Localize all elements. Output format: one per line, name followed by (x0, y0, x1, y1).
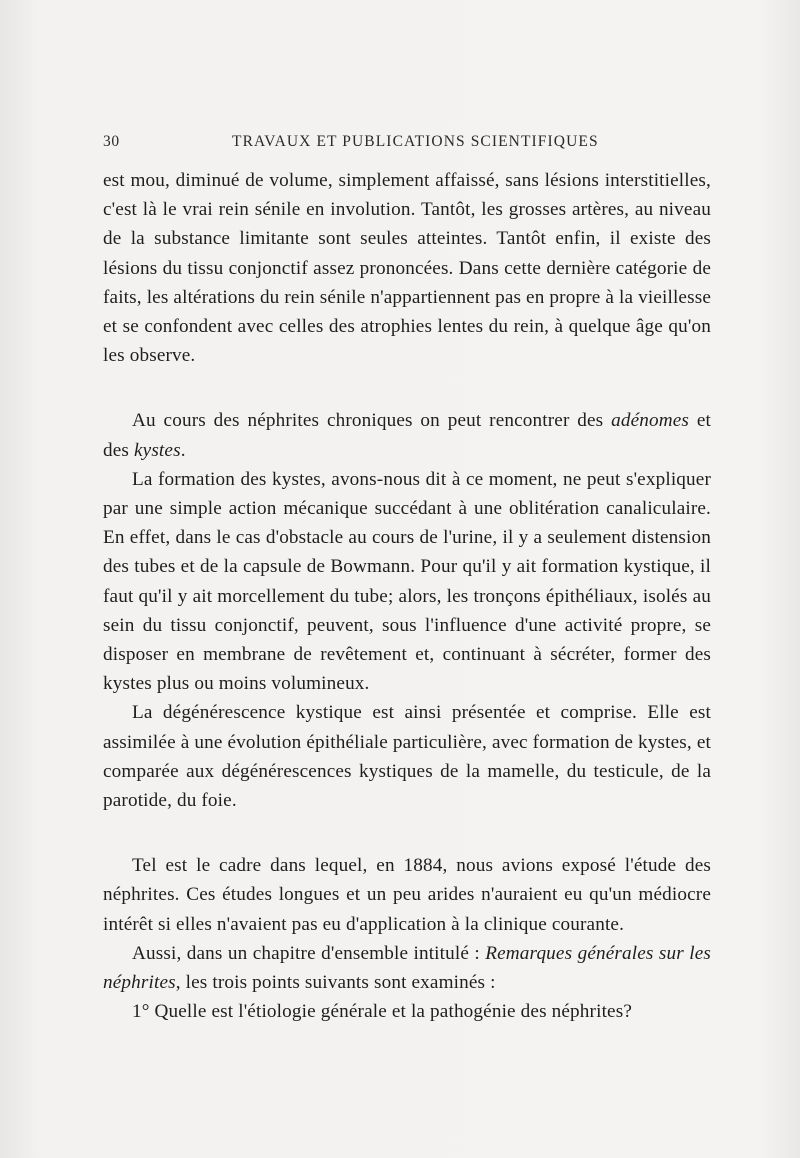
italic-term-kystes: kystes (133, 439, 181, 461)
paragraph-6-text-a: Aussi, dans un chapitre d'ensemble intitulé : (132, 942, 486, 964)
paragraph-4: La dégénérescence kystique est ainsi présentée et comprise. Elle est assimilée à une évolution épithéliale particulière, avec formation de kystes, et comparée aux dégénérescences kystiques de la mamelle, du testicule, de la parotide, du foie. (103, 702, 711, 812)
paragraph-1: est mou, diminué de volume, simplement affaissé, sans lésions interstitielles, c'est là le vrai rein sénile en involution. Tantôt, les grosses artères, au niveau de la substance limitante sont seules atteintes. Tantôt enfin, il existe des lésions du tissu conjonctif assez prononcées. Dans cette dernière catégorie de faits, les altérations du rein sénile n'appartiennent pas en propre à la vieillesse et se confondent avec celles des atrophies lentes du rein, à quelque âge qu'on les observe. (103, 170, 711, 367)
page-number: 30 (103, 133, 120, 150)
page-header (103, 133, 707, 155)
paragraph-2-text-c: . (180, 439, 186, 461)
paragraph-6-text-b: , les trois points suivants sont examinés : (175, 972, 496, 994)
paragraph-6 (103, 939, 711, 997)
paragraph-5: Tel est le cadre dans lequel, en 1884, nous avions exposé l'étude des néphrites. Ces études longues et un peu arides n'auraient eu qu'un médiocre intérêt si elles n'avaient pas eu d'application à la clinique courante. (103, 855, 711, 935)
italic-chapter-title: Remarques générales sur les néphrites (103, 942, 711, 994)
paragraph-2 (103, 406, 711, 464)
paragraph-7: 1° Quelle est l'étiologie générale et la pathogénie des néphrites? (132, 1001, 632, 1023)
paragraph-2-text-b: et des (103, 410, 711, 461)
body-text (103, 166, 711, 1026)
italic-term-adenomes: adénomes (611, 410, 690, 432)
paragraph-2-text-a: Au cours des néphrites chroniques on peut rencontrer des (132, 410, 612, 432)
running-title: TRAVAUX ET PUBLICATIONS SCIENTIFIQUES (232, 133, 599, 150)
paragraph-3: La formation des kystes, avons-nous dit à ce moment, ne peut s'expliquer par une simple action mécanique succédant à une oblitération canaliculaire. En effet, dans le cas d'obstacle au cours de l'urine, il y a seulement distension des tubes et de la capsule de Bowmann. Pour qu'il y ait formation kystique, il faut qu'il y ait morcellement du tube; alors, les tronçons épithéliaux, isolés au sein du tissu conjonctif, peuvent, sous l'influence d'une activité propre, se disposer en membrane de revêtement et, continuant à sécréter, former des kystes plus ou moins volumineux. (103, 468, 711, 695)
